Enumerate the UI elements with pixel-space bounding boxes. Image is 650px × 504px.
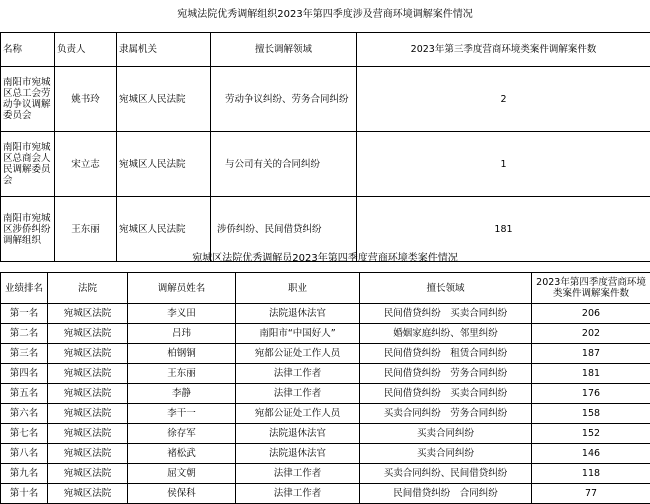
job: 法律工作者 <box>236 364 360 384</box>
header-name: 名称 <box>1 33 55 67</box>
rank: 第九名 <box>1 464 48 484</box>
org-name: 南阳市宛城区总商会人民调解委员会 <box>1 132 55 197</box>
table-row <box>1 384 650 404</box>
mediators-table <box>0 272 650 504</box>
job: 法院退休法官 <box>236 424 360 444</box>
field: 民间借贷纠纷 买卖合同纠纷 <box>360 304 532 324</box>
count: 181 <box>532 364 650 384</box>
table-row <box>1 132 650 197</box>
rank: 第五名 <box>1 384 48 404</box>
header-job: 职业 <box>236 273 360 304</box>
field: 民间借贷纠纷 买卖合同纠纷 <box>360 384 532 404</box>
count: 118 <box>532 464 650 484</box>
count: 1 <box>357 132 650 197</box>
table-row <box>1 424 650 444</box>
count: 2 <box>357 67 650 132</box>
leader: 姚书玲 <box>55 67 117 132</box>
rank: 第二名 <box>1 324 48 344</box>
header-field: 擅长调解领域 <box>211 33 357 67</box>
table-row <box>1 404 650 424</box>
court: 宛城区法院 <box>48 364 128 384</box>
mediator-name: 李义田 <box>128 304 236 324</box>
field: 买卖合同纠纷、民间借贷纠纷 <box>360 464 532 484</box>
header-court: 法院 <box>48 273 128 304</box>
court: 宛城区法院 <box>48 484 128 504</box>
job: 南阳市“中国好人” <box>236 324 360 344</box>
court: 宛城区法院 <box>48 464 128 484</box>
count: 152 <box>532 424 650 444</box>
table-row <box>1 464 650 484</box>
count: 176 <box>532 384 650 404</box>
count: 187 <box>532 344 650 364</box>
field: 婚姻家庭纠纷、邻里纠纷 <box>360 324 532 344</box>
table-row <box>1 444 650 464</box>
field: 民间借贷纠纷 劳务合同纠纷 <box>360 364 532 384</box>
org-name: 南阳市宛城区总工会劳动争议调解委员会 <box>1 67 55 132</box>
rank: 第七名 <box>1 424 48 444</box>
count: 181 <box>357 197 650 262</box>
header-field: 擅长领域 <box>360 273 532 304</box>
mediator-name: 徐存军 <box>128 424 236 444</box>
mediator-name: 褚松武 <box>128 444 236 464</box>
court: 宛城区法院 <box>48 304 128 324</box>
job: 宛都公证处工作人员 <box>236 404 360 424</box>
table-row <box>1 197 650 262</box>
rank: 第一名 <box>1 304 48 324</box>
header-leader: 负责人 <box>55 33 117 67</box>
mediator-name: 柏钢铜 <box>128 344 236 364</box>
header-count: 2023年第三季度营商环境类案件调解案件数 <box>357 33 650 67</box>
mediator-name: 王东丽 <box>128 364 236 384</box>
table-row <box>1 484 650 504</box>
job: 法律工作者 <box>236 384 360 404</box>
mediator-name: 吕玮 <box>128 324 236 344</box>
table-row <box>1 364 650 384</box>
mediator-name: 屈文朝 <box>128 464 236 484</box>
field: 买卖合同纠纷 <box>360 444 532 464</box>
count: 206 <box>532 304 650 324</box>
job: 法院退休法官 <box>236 304 360 324</box>
header-count: 2023年第四季度营商环境类案件调解案件数 <box>532 273 650 304</box>
affiliation: 宛城区人民法院 <box>117 132 211 197</box>
field: 买卖合同纠纷 <box>360 424 532 444</box>
mediation-organizations-table <box>0 32 650 262</box>
field: 劳动争议纠纷、劳务合同纠纷 <box>211 67 357 132</box>
mediator-name: 侯保科 <box>128 484 236 504</box>
header-org: 隶属机关 <box>117 33 211 67</box>
table2-title: 宛城区法院优秀调解员2023年第四季度营商环境类案件情况 <box>0 253 650 265</box>
table1-title: 宛城法院优秀调解组织2023年第四季度涉及营商环境调解案件情况 <box>0 9 650 21</box>
count: 202 <box>532 324 650 344</box>
header-rank: 业绩排名 <box>1 273 48 304</box>
org-name: 南阳市宛城区涉侨纠纷调解组织 <box>1 197 55 262</box>
leader: 王东丽 <box>55 197 117 262</box>
field: 买卖合同纠纷 劳务合同纠纷 <box>360 404 532 424</box>
court: 宛城区法院 <box>48 344 128 364</box>
rank: 第八名 <box>1 444 48 464</box>
rank: 第六名 <box>1 404 48 424</box>
field: 民间借贷纠纷 合同纠纷 <box>360 484 532 504</box>
job: 法院退休法官 <box>236 444 360 464</box>
rank: 第三名 <box>1 344 48 364</box>
field: 民间借贷纠纷 租赁合同纠纷 <box>360 344 532 364</box>
table-row <box>1 67 650 132</box>
rank: 第十名 <box>1 484 48 504</box>
job: 法律工作者 <box>236 464 360 484</box>
job: 法律工作者 <box>236 484 360 504</box>
court: 宛城区法院 <box>48 404 128 424</box>
table-row <box>1 344 650 364</box>
table-row <box>1 324 650 344</box>
count: 146 <box>532 444 650 464</box>
count: 158 <box>532 404 650 424</box>
affiliation: 宛城区人民法院 <box>117 197 211 262</box>
mediator-name: 李静 <box>128 384 236 404</box>
court: 宛城区法院 <box>48 424 128 444</box>
court: 宛城区法院 <box>48 444 128 464</box>
job: 宛都公证处工作人员 <box>236 344 360 364</box>
court: 宛城区法院 <box>48 384 128 404</box>
count: 77 <box>532 484 650 504</box>
table2-header-row <box>1 273 650 304</box>
table1-header-row <box>1 33 650 67</box>
table-row <box>1 304 650 324</box>
field: 涉侨纠纷、民间借贷纠纷 <box>211 197 357 262</box>
rank: 第四名 <box>1 364 48 384</box>
header-mediator: 调解员姓名 <box>128 273 236 304</box>
leader: 宋立志 <box>55 132 117 197</box>
court: 宛城区法院 <box>48 324 128 344</box>
affiliation: 宛城区人民法院 <box>117 67 211 132</box>
field: 与公司有关的合同纠纷 <box>211 132 357 197</box>
mediator-name: 李干一 <box>128 404 236 424</box>
